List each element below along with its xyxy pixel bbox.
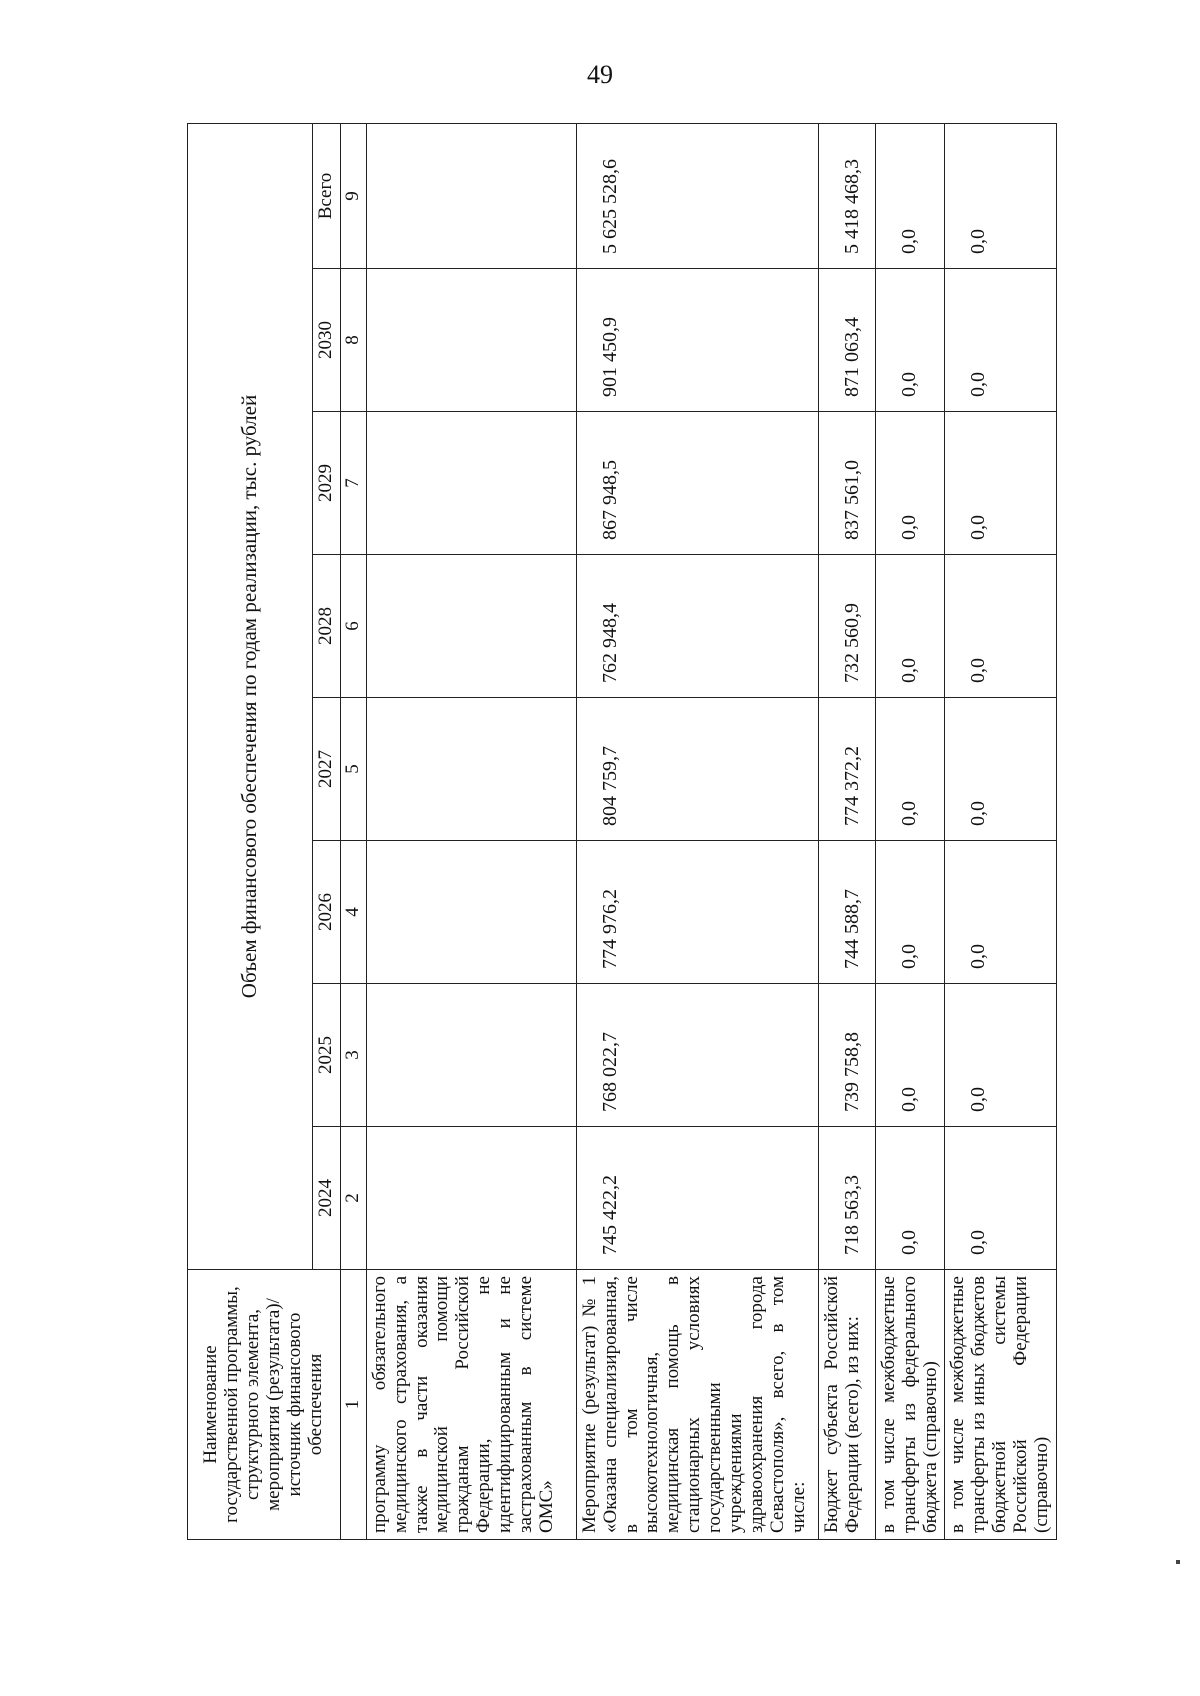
column-index: 6 <box>340 555 366 698</box>
table-row <box>875 123 945 1539</box>
header-group: Объем финансового обеспечения по годам реализации, тыс. рублей <box>188 123 313 1269</box>
value-cell: 0,0 <box>875 555 945 698</box>
value-cell: 0,0 <box>945 984 1056 1127</box>
column-index: 7 <box>340 412 366 555</box>
value-cell: 774 976,2 <box>576 841 818 984</box>
value-cell <box>366 698 576 841</box>
value-cell <box>366 1127 576 1270</box>
year-header: 2029 <box>313 412 341 555</box>
year-header: 2026 <box>313 841 341 984</box>
value-cell: 0,0 <box>875 698 945 841</box>
value-cell <box>366 984 576 1127</box>
value-cell: 745 422,2 <box>576 1127 818 1270</box>
value-cell: 774 372,2 <box>818 698 875 841</box>
value-cell <box>366 412 576 555</box>
scan-speck <box>1176 1560 1180 1564</box>
value-cell: 837 561,0 <box>818 412 875 555</box>
value-cell: 744 588,7 <box>818 841 875 984</box>
value-cell <box>366 269 576 412</box>
value-cell <box>366 123 576 268</box>
value-cell: 0,0 <box>875 412 945 555</box>
value-cell: 867 948,5 <box>576 412 818 555</box>
column-index: 3 <box>340 984 366 1127</box>
value-cell: 0,0 <box>875 123 945 268</box>
year-header: 2028 <box>313 555 341 698</box>
column-index: 8 <box>340 269 366 412</box>
value-cell: 739 758,8 <box>818 984 875 1127</box>
value-cell <box>366 841 576 984</box>
page-number: 49 <box>587 60 613 89</box>
table-container <box>187 124 1200 1533</box>
value-cell: 0,0 <box>945 698 1056 841</box>
year-header: 2025 <box>313 984 341 1127</box>
table-row <box>945 123 1056 1539</box>
value-cell: 768 022,7 <box>576 984 818 1127</box>
row-name: в том числе межбюджетные трансферты из федерального бюджета (справочно) <box>875 1270 945 1540</box>
year-header: 2027 <box>313 698 341 841</box>
value-cell: 0,0 <box>875 984 945 1127</box>
value-cell: 0,0 <box>875 269 945 412</box>
table-row <box>366 123 576 1539</box>
column-index: 2 <box>340 1127 366 1270</box>
value-cell: 0,0 <box>945 269 1056 412</box>
value-cell: 718 563,3 <box>818 1127 875 1270</box>
value-cell: 732 560,9 <box>818 555 875 698</box>
value-cell: 0,0 <box>945 412 1056 555</box>
row-name: программу обязательного медицинского страхования, а также в части оказания медицинской помощи гражданам Российской Федерации, не идентифицированным и не застрахованным в системе ОМС» <box>366 1270 576 1540</box>
value-cell: 0,0 <box>875 1127 945 1270</box>
table-row <box>576 123 818 1539</box>
row-name: Мероприятие (результат) № 1 «Оказана специализированная, в том числе высокотехнологичная, медицинская помощь в стационарных условиях государственными учреждениями здравоохранения города Севастополя», всего, в том числе: <box>576 1270 818 1540</box>
value-cell: 0,0 <box>945 841 1056 984</box>
column-index: 1 <box>340 1270 366 1540</box>
total-header: Всего <box>313 123 341 268</box>
row-name: Бюджет субъекта Российской Федерации (всего), из них: <box>818 1270 875 1540</box>
value-cell: 0,0 <box>875 841 945 984</box>
row-name: в том числе межбюджетные трансферты из иных бюджетов бюджетной системы Российской Федерации (справочно) <box>945 1270 1056 1540</box>
value-cell: 5 418 468,3 <box>818 123 875 268</box>
financing-table <box>187 123 1057 1540</box>
column-index: 5 <box>340 698 366 841</box>
table-row <box>818 123 875 1539</box>
value-cell: 0,0 <box>945 123 1056 268</box>
header-name: Наименование государственной программы, структурного элемента, мероприятия (результата)/источник финансового обеспечения <box>188 1270 341 1540</box>
value-cell: 901 450,9 <box>576 269 818 412</box>
value-cell: 804 759,7 <box>576 698 818 841</box>
value-cell: 871 063,4 <box>818 269 875 412</box>
column-index: 9 <box>340 123 366 268</box>
value-cell: 5 625 528,6 <box>576 123 818 268</box>
value-cell: 0,0 <box>945 555 1056 698</box>
value-cell: 762 948,4 <box>576 555 818 698</box>
year-header: 2030 <box>313 269 341 412</box>
year-header: 2024 <box>313 1127 341 1270</box>
column-index: 4 <box>340 841 366 984</box>
value-cell <box>366 555 576 698</box>
value-cell: 0,0 <box>945 1127 1056 1270</box>
